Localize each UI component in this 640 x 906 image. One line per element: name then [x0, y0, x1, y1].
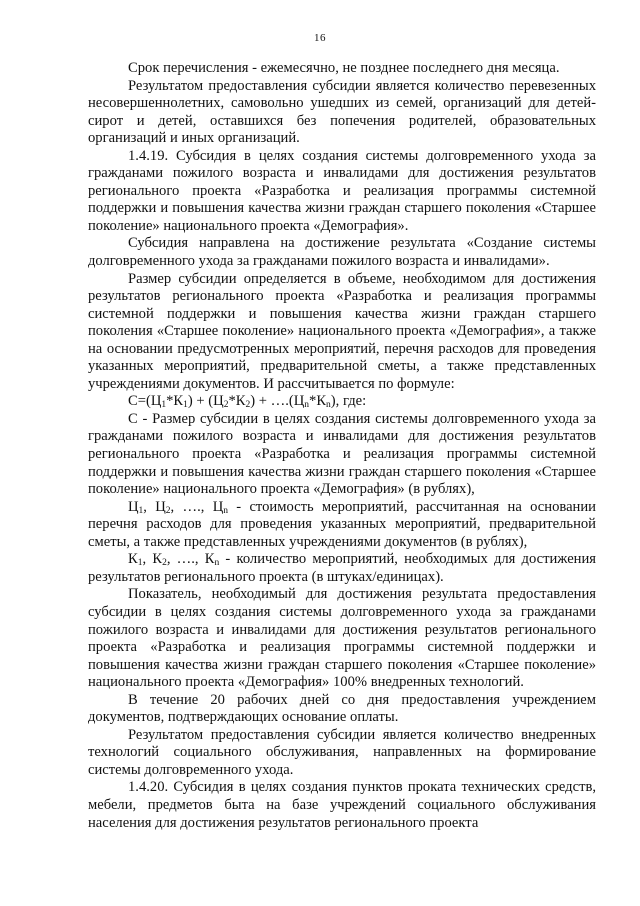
- definition-count: $К_1$, $К_2$, …., $К_n$ - количество мероприятий, необходимых для достижения результатов регионального проекта (в штуках/единицах).: [88, 551, 597, 585]
- definition-c: С - Размер субсидии в целях создания системы долговременного ухода за гражданами пожилого возраста и инвалидами для достижения результатов регионального проекта «Разработка и реализация программы системной поддержки и повышения качества жизни граждан старшего поколения «Старшее поколение» национального проекта «Демография» (в рублях),: [88, 410, 596, 498]
- page-number: 16: [314, 32, 326, 44]
- paragraph: Размер субсидии определяется в объеме, необходимом для достижения результатов регионального проекта «Разработка и реализация программы системной поддержки и повышения качества жизни граждан старшего поколения «Старшее поколение» национального проекта «Демография», а также на основании предусмотренных мероприятий, перечня расходов для проведения указанных мероприятий, предварительной сметы, а также представленных учреждениями документов. И рассчитывается по формуле:: [88, 270, 596, 392]
- paragraph: Результатом предоставления субсидии является количество внедренных технологий социального обслуживания, направленных на формирование системы долговременного ухода.: [88, 726, 596, 778]
- paragraph: Срок перечисления - ежемесячно, не позднее последнего дня месяца.: [128, 60, 560, 76]
- paragraph: Результатом предоставления субсидии является количество перевезенных несовершеннолетних, самовольно ушедших из семей, организаций для детей-сирот и детей, оставшихся без попечения родителей, образовательных организаций и иных организаций.: [88, 77, 596, 147]
- paragraph: 1.4.19. Субсидия в целях создания системы долговременного ухода за гражданами пожилого возраста и инвалидами для достижения результатов регионального проекта «Разработка и реализация программы системной поддержки и повышения качества жизни граждан старшего поколения «Старшее поколение» национального проекта «Демография».: [88, 147, 596, 234]
- paragraph: Субсидия направлена на достижение результата «Создание системы долговременного ухода за гражданами пожилого возраста и инвалидами».: [88, 235, 596, 270]
- formula: $С=(Ц_1*К_1) + (Ц_2*К_2)$ + $\dots.(Ц_n*К_n)$, где:: [128, 393, 367, 411]
- paragraph: В течение 20 рабочих дней со дня предоставления учреждением документов, подтверждающих основание оплаты.: [88, 691, 596, 726]
- paragraph: 1.4.20. Субсидия в целях создания пунктов проката технических средств, мебели, предметов быта на базе учреждений социального обслуживания населения для достижения результатов регионального проекта: [88, 779, 596, 831]
- document-body: [88, 60, 596, 832]
- paragraph: Показатель, необходимый для достижения результата предоставления субсидии в целях создания системы долговременного ухода за гражданами пожилого возраста и инвалидами для достижения результатов регионального проекта «Разработка и реализация программы системной поддержки и повышения качества жизни граждан старшего поколения «Старшее поколение» национального проекта «Демография» 100% внедренных технологий.: [88, 586, 596, 691]
- definition-cost: $Ц_1$, $Ц_2$, …., $Ц_n$ - стоимость мероприятий, рассчитанная на основании перечня расходов для проведения указанных мероприятий, предварительной сметы, а также представленных учреждениями документов (в рублях),: [88, 498, 596, 550]
